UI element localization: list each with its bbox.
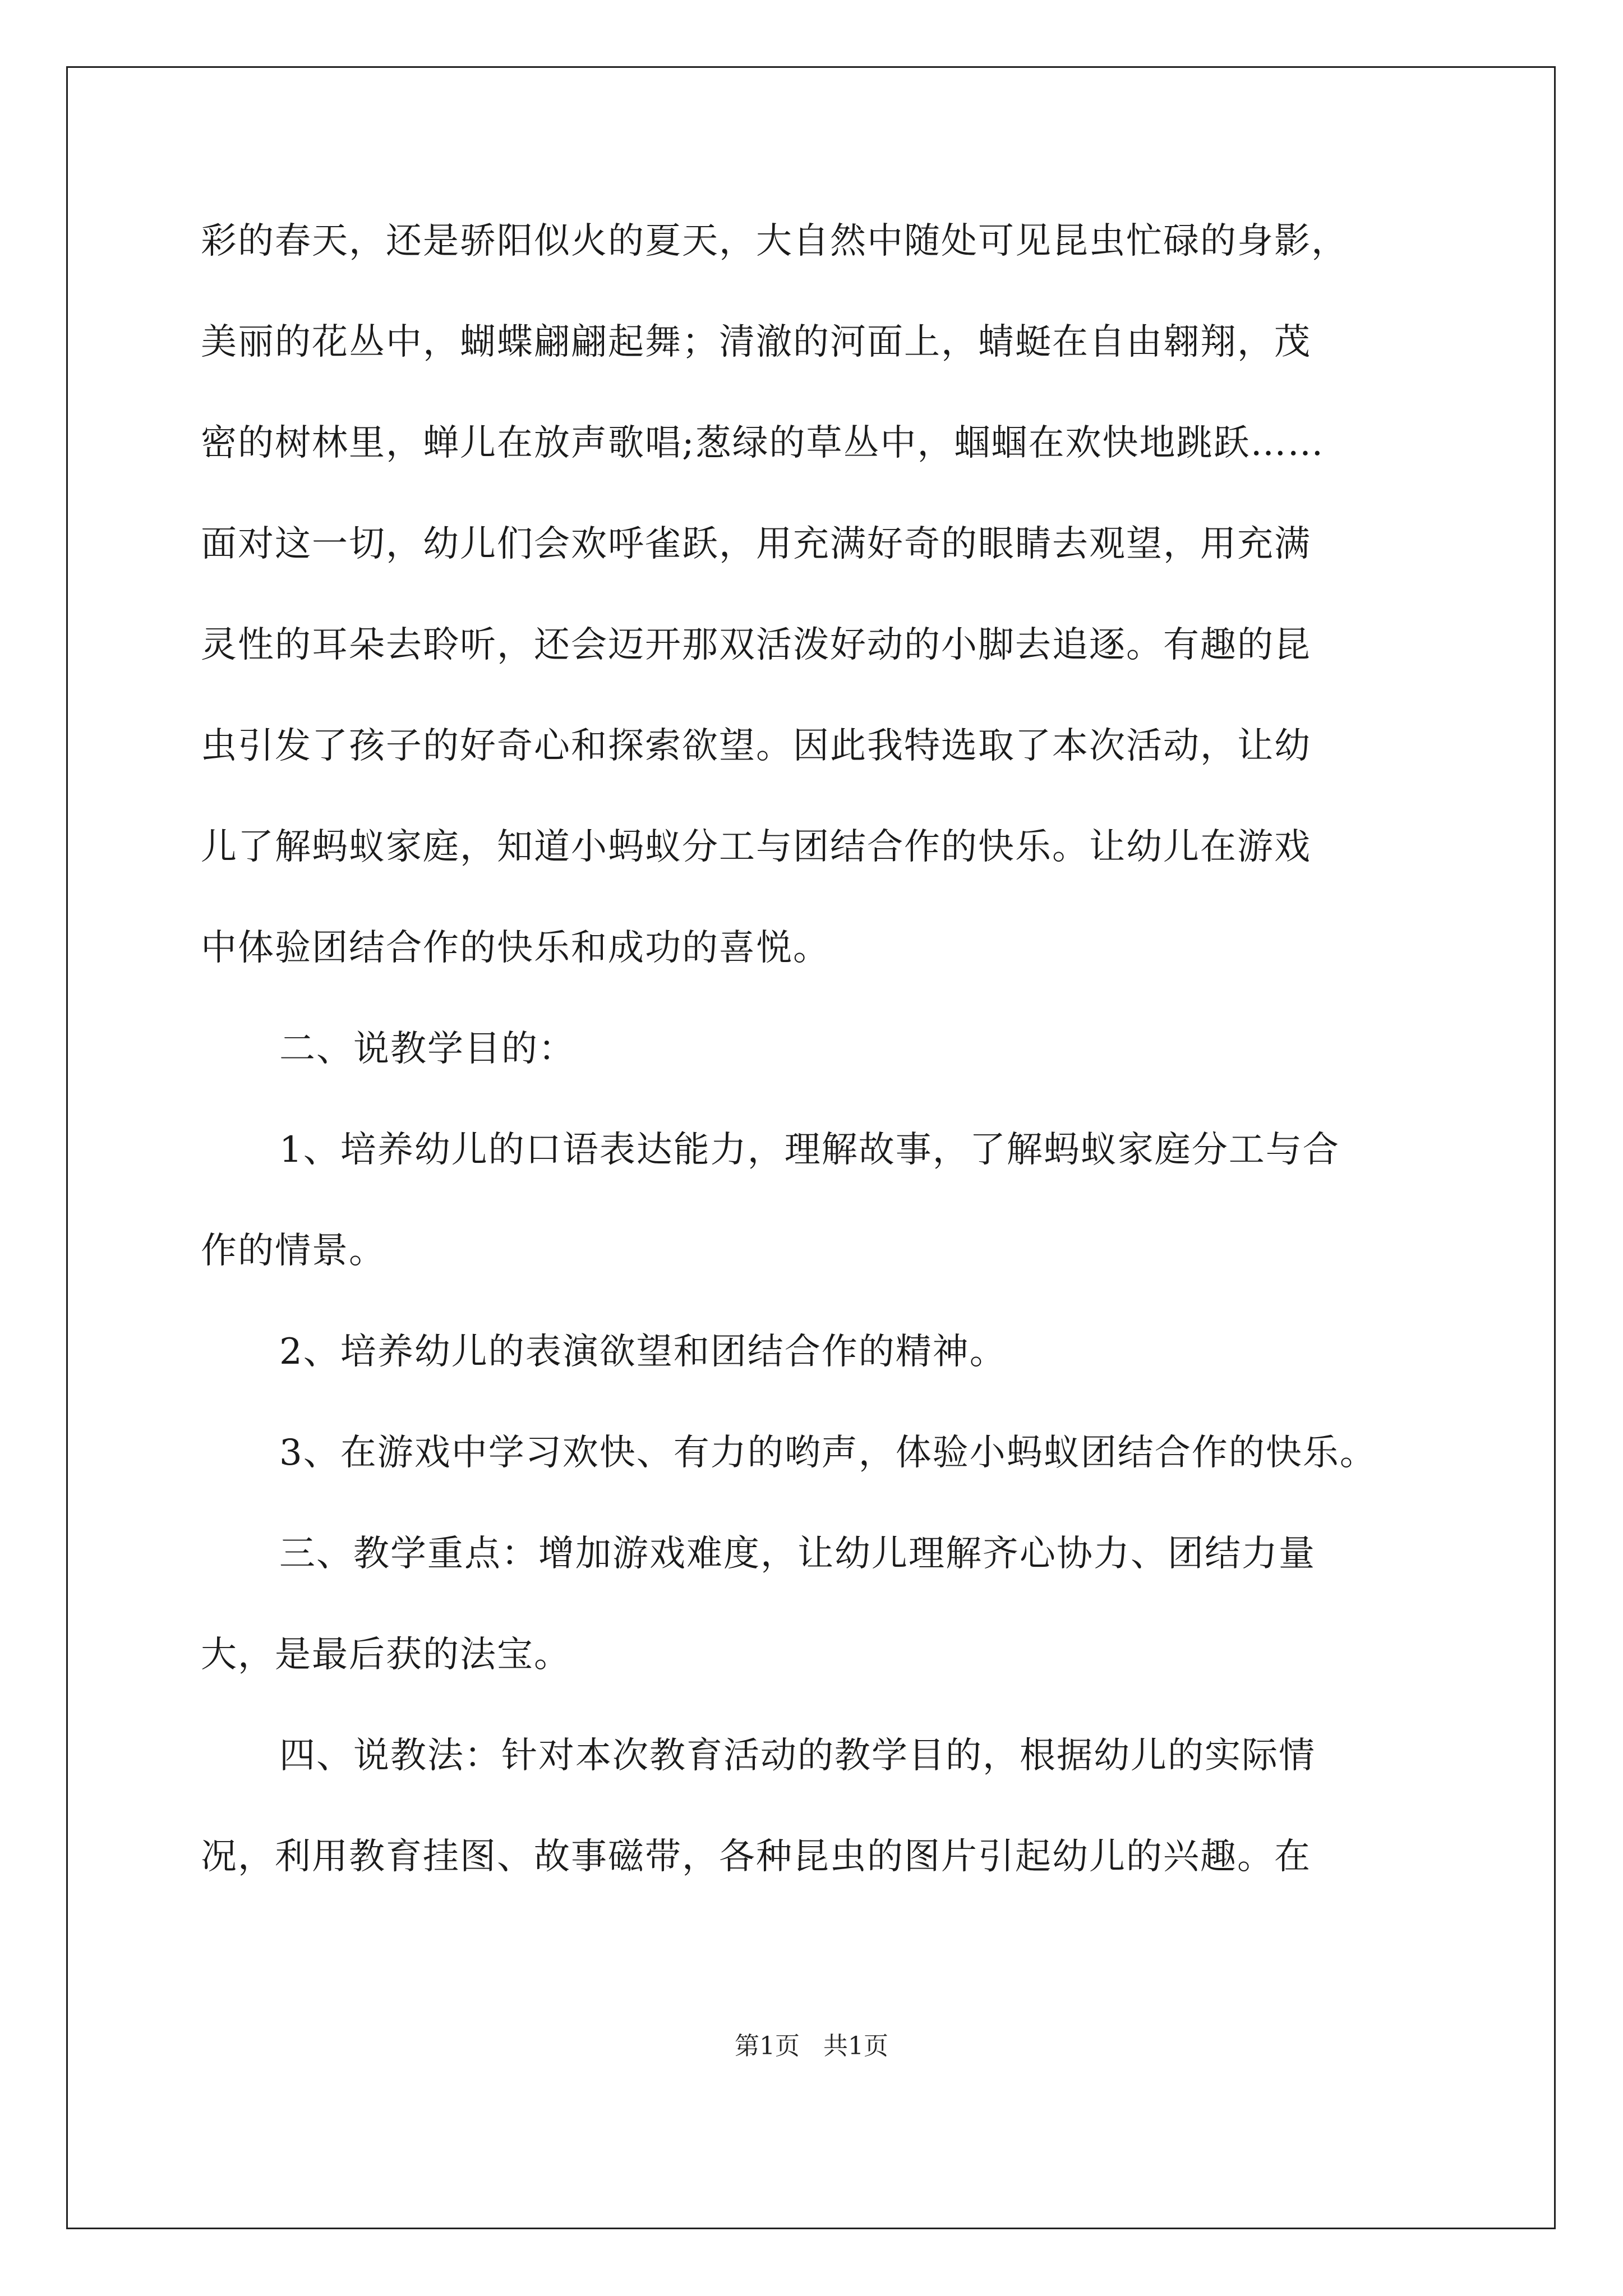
body-text-line-3: 密的树林里，蝉儿在放声歌唱;葱绿的草丛中，蝈蝈在欢快地跳跃……	[201, 422, 1325, 464]
body-text-line-4: 面对这一切，幼儿们会欢呼雀跃，用充满好奇的眼睛去观望，用充满	[201, 523, 1311, 565]
body-text-line-1: 彩的春天，还是骄阳似火的夏天，大自然中随处可见昆虫忙碌的身影，	[201, 220, 1348, 262]
objective-item-1-continued: 作的情景。	[201, 1230, 386, 1272]
section-heading-methods: 四、说教法：针对本次教育活动的教学目的，根据幼儿的实际情	[279, 1735, 1316, 1777]
body-text-line-7: 儿了解蚂蚁家庭，知道小蚂蚁分工与团结合作的快乐。让幼儿在游戏	[201, 826, 1311, 868]
methods-continued: 况，利用教育挂图、故事磁带，各种昆虫的图片引起幼儿的兴趣。在	[201, 1836, 1311, 1878]
objective-item-3: 3、在游戏中学习欢快、有力的哟声，体验小蚂蚁团结合作的快乐。	[279, 1432, 1377, 1474]
key-points-continued: 大，是最后获的法宝。	[201, 1634, 571, 1676]
objective-item-1: 1、培养幼儿的口语表达能力，理解故事，了解蚂蚁家庭分工与合	[279, 1129, 1340, 1171]
body-text-line-2: 美丽的花丛中，蝴蝶翩翩起舞；清澈的河面上，蜻蜓在自由翱翔，茂	[201, 321, 1311, 363]
body-text-line-5: 灵性的耳朵去聆听，还会迈开那双活泼好动的小脚去追逐。有趣的昆	[201, 624, 1311, 666]
page-number-footer: 第1页 共1页	[735, 2032, 888, 2060]
objective-item-2: 2、培养幼儿的表演欲望和团结合作的精神。	[279, 1331, 1007, 1373]
body-text-line-6: 虫引发了孩子的好奇心和探索欲望。因此我特选取了本次活动，让幼	[201, 725, 1311, 767]
section-heading-objectives: 二、说教学目的：	[279, 1028, 575, 1070]
body-text-line-8: 中体验团结合作的快乐和成功的喜悦。	[201, 927, 830, 969]
section-heading-key-points: 三、教学重点：增加游戏难度，让幼儿理解齐心协力、团结力量	[279, 1533, 1316, 1575]
